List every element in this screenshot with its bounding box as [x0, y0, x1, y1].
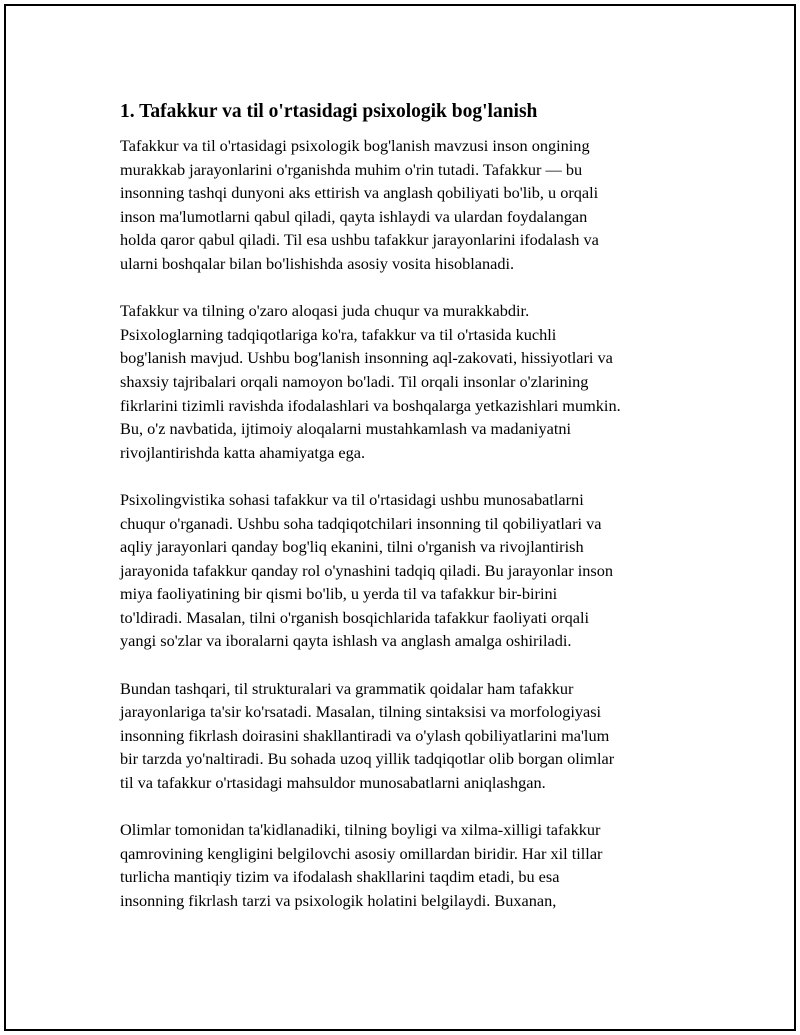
text-line: Tafakkur va til o'rtasidagi psixologik bog'lanish mavzusi inson ongining	[120, 136, 590, 155]
text-line: inson ma'lumotlarni qabul qiladi, qayta ishlaydi va ulardan foydalangan	[120, 206, 588, 226]
text-line: chuqur o'rganadi. Ushbu soha tadqiqotchilari insonning til qobiliyatlari va	[120, 513, 602, 533]
text-line: murakkab jarayonlarini o'rganishda muhim o'rin tutadi. Tafakkur — bu	[120, 159, 583, 179]
paragraph	[120, 677, 700, 795]
text-line: Olimlar tomonidan ta'kidlanadiki, tilning boyligi va xilma-xilligi tafakkur	[120, 820, 601, 840]
text-line: Psixolingvistika sohasi tafakkur va til o'rtasidagi ushbu munosabatlarni	[120, 489, 584, 509]
paragraph	[120, 818, 700, 912]
text-line: insonning tashqi dunyoni aks ettirish va anglash qobiliyati bo'lib, u orqali	[120, 183, 599, 203]
document-body	[120, 98, 700, 936]
text-line: bog'lanish mavjud. Ushbu bog'lanish insonning aql-zakovati, hissiyotlari va	[120, 348, 613, 368]
text-line: fikrlarini tizimli ravishda ifodalashlari va boshqalarga yetkazishlari mumkin.	[120, 395, 621, 415]
section-heading: 1. Tafakkur va til o'rtasidagi psixologik bog'lanish	[120, 101, 538, 122]
text-line: yangi so'zlar va iboralarni qayta ishlash va anglash amalga oshiriladi.	[120, 631, 572, 651]
text-line: Bundan tashqari, til strukturalari va grammatik qoidalar ham tafakkur	[120, 678, 574, 698]
text-line: bir tarzda yo'naltiradi. Bu sohada uzoq yillik tadqiqotlar olib borgan olimlar	[120, 749, 615, 769]
text-line: til va tafakkur o'rtasidagi mahsuldor munosabatlarni aniqlashgan.	[120, 773, 546, 793]
text-line: aqliy jarayonlari qanday bog'liq ekanini, tilni o'rganish va rivojlantirish	[120, 537, 584, 557]
text-line: turlicha mantiqiy tizim va ifodalash shakllarini taqdim etadi, bu esa	[120, 867, 560, 887]
text-line: rivojlantirishda katta ahamiyatga ega.	[120, 442, 366, 462]
text-line: ularni boshqalar bilan bo'lishishda asosiy vosita hisoblanadi.	[120, 253, 515, 273]
text-line: Bu, o'z navbatida, ijtimoiy aloqalarni mustahkamlash va madaniyatni	[120, 419, 572, 439]
text-line: insonning fikrlash tarzi va psixologik holatini belgilaydi. Buxanan,	[120, 891, 557, 910]
page-frame	[4, 4, 796, 1031]
text-line: Tafakkur va tilning o'zaro aloqasi juda chuqur va murakkabdir.	[120, 301, 530, 321]
text-line: insonning fikrlash doirasini shakllantiradi va o'ylash qobiliyatlarini ma'lum	[120, 725, 610, 745]
paragraph	[120, 134, 700, 276]
text-line: holda qaror qabul qiladi. Til esa ushbu tafakkur jarayonlarini ifodalash va	[120, 230, 599, 250]
text-line: jarayonlariga ta'sir ko'rsatadi. Masalan, tilning sintaksisi va morfologiyasi	[120, 702, 602, 722]
text-line: Psixologlarning tadqiqotlariga ko'ra, tafakkur va til o'rtasida kuchli	[120, 324, 557, 344]
text-line: qamrovining kengligini belgilovchi asosiy omillardan biridir. Har xil tillar	[120, 843, 603, 863]
paragraph	[120, 488, 700, 653]
text-line: jarayonida tafakkur qanday rol o'ynashini tadqiq qiladi. Bu jarayonlar inson	[120, 560, 614, 580]
text-line: to'ldiradi. Masalan, tilni o'rganish bosqichlarida tafakkur faoliyati orqali	[120, 607, 590, 627]
paragraph	[120, 299, 700, 464]
text-line: miya faoliyatining bir qismi bo'lib, u yerda til va tafakkur bir-birini	[120, 584, 558, 604]
text-line: shaxsiy tajribalari orqali namoyon bo'ladi. Til orqali insonlar o'zlarining	[120, 371, 589, 391]
